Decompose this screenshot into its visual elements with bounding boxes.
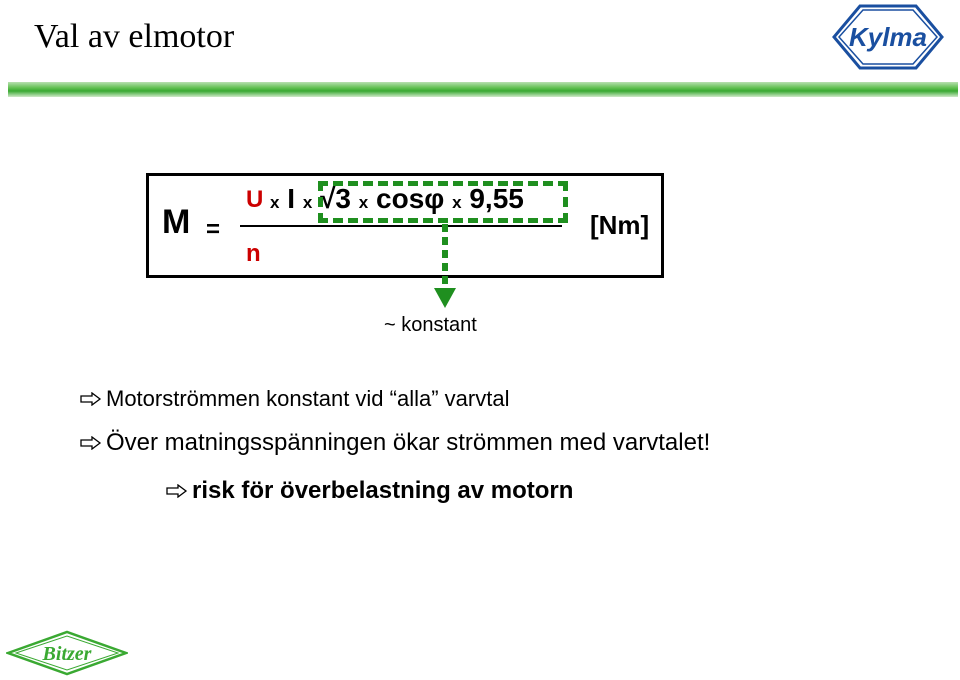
bitzer-logo-text: Bitzer: [42, 643, 92, 665]
formula-times: x: [270, 193, 280, 212]
formula-denominator: n: [246, 240, 261, 267]
arrow-right-icon: [80, 436, 102, 450]
bullet-text: Motorströmmen konstant vid “alla” varvtal: [106, 386, 510, 411]
formula-equals: =: [206, 216, 221, 243]
fraction-line: [240, 225, 562, 227]
constant-annotation: ~ konstant: [384, 314, 477, 336]
bullet-item: [80, 429, 710, 457]
constant-highlight-box: [318, 181, 568, 223]
formula-cosphi: cosφ: [376, 183, 445, 214]
formula-sqrt3: √3: [320, 183, 352, 214]
kylma-logo-text: Kylma: [848, 22, 928, 52]
bullet-item: [80, 386, 509, 412]
formula-times: x: [302, 193, 313, 212]
header-divider: [8, 82, 958, 97]
formula-current: I: [287, 183, 296, 214]
formula-voltage: U: [246, 186, 264, 213]
formula-lhs: M: [162, 203, 191, 241]
formula-times: x: [452, 193, 462, 212]
bitzer-logo: [6, 630, 128, 676]
page-title: Val av elmotor: [34, 18, 235, 55]
bullet-text: risk för överbelastning av motorn: [192, 477, 574, 504]
formula-times: x: [358, 193, 369, 212]
down-arrow-icon: [432, 222, 458, 310]
arrow-right-icon: [166, 484, 188, 498]
arrow-right-icon: [80, 392, 102, 406]
formula-constant: 9,55: [469, 183, 524, 214]
kylma-logo: [832, 4, 944, 70]
formula-unit: [Nm]: [590, 210, 650, 240]
bullet-text: Över matningsspänningen ökar strömmen med varvtalet!: [106, 429, 711, 456]
bullet-item: [166, 477, 573, 505]
